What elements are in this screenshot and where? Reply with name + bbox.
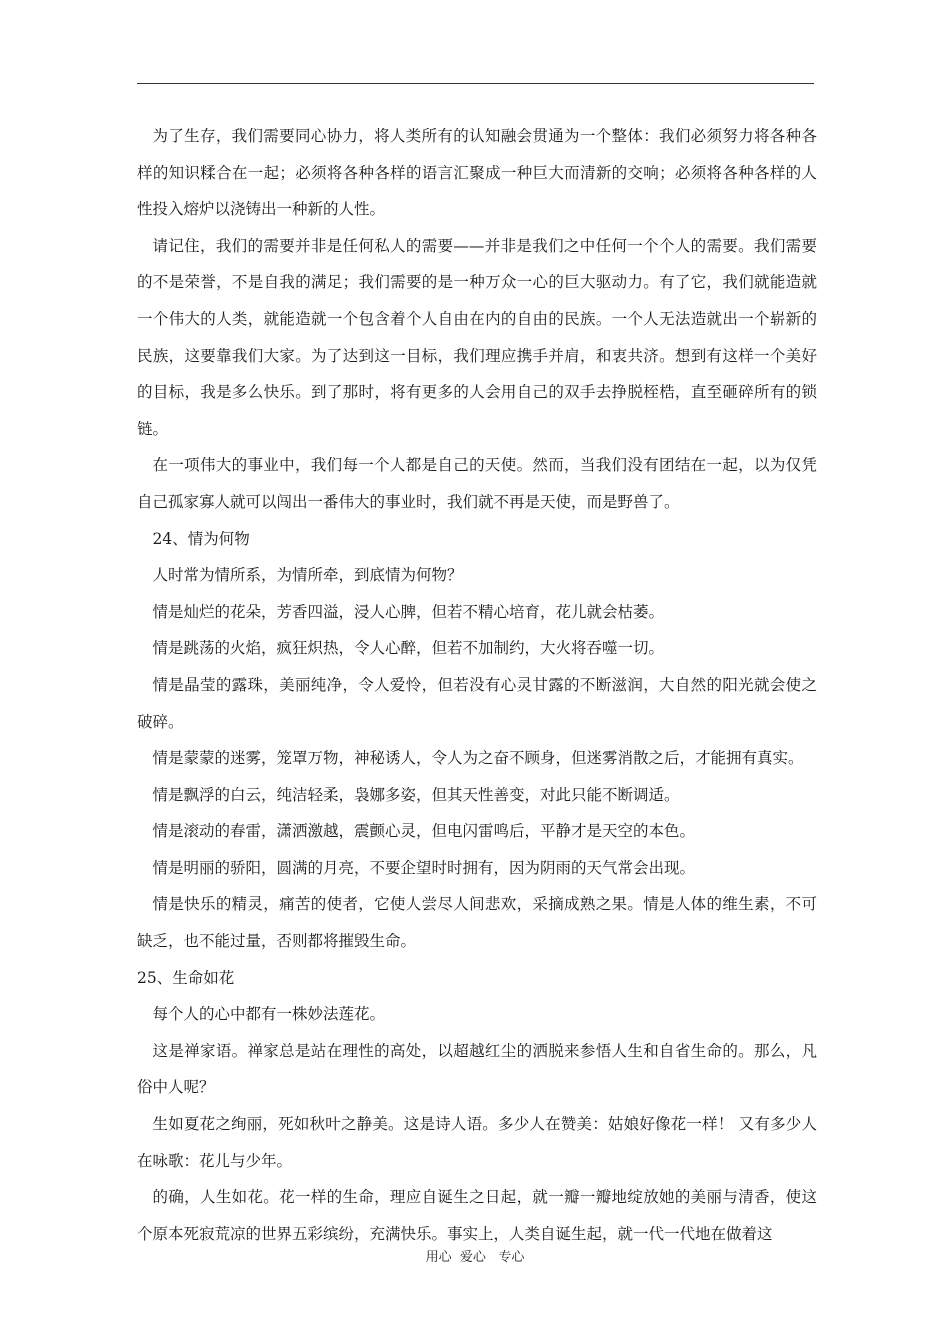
paragraph: 情是飘浮的白云，纯洁轻柔，袅娜多姿，但其天性善变，对此只能不断调适。 bbox=[152, 785, 680, 804]
paragraph: 情是快乐的精灵，痛苦的使者，它使人尝尽人间悲欢，采摘成熟之果。情是人体的维生素，不可缺乏，也不能过量，否则都将摧毁生命。 bbox=[137, 895, 817, 951]
paragraph: 生如夏花之绚丽，死如秋叶之静美。这是诗人语。多少人在赞美：姑娘好像花一样！ 又有多少人在咏歌：花儿与少年。 bbox=[137, 1115, 817, 1170]
paragraph: 情是明丽的骄阳，圆满的月亮，不要企望时时拥有，因为阴雨的天气常会出现。 bbox=[152, 858, 696, 877]
paragraph: 这是禅家语。禅家总是站在理性的高处，以超越红尘的洒脱来参悟人生和自省生命的。那么，凡俗中人呢？ bbox=[137, 1041, 817, 1097]
paragraph: 每个人的心中都有一株妙法莲花。 bbox=[152, 1005, 386, 1024]
section-heading-25: 25、生命如花 bbox=[137, 968, 235, 987]
page-footer: 用心 爱心 专心 bbox=[425, 1250, 525, 1265]
section-heading-24: 24、情为何物 bbox=[152, 529, 250, 548]
paragraph: 为了生存，我们需要同心协力，将人类所有的认知融会贯通为一个整体：我们必须努力将各种各样的知识糅合在一起；必须将各种各样的语言汇聚成一种巨大而清新的交响；必须将各种各样的人性投入熔炉以浇铸出一种新的人性。 bbox=[137, 127, 817, 219]
paragraph: 人时常为情所系，为情所牵，到底情为何物？ bbox=[152, 566, 463, 585]
document-body bbox=[137, 118, 817, 1252]
paragraph: 情是跳荡的火焰，疯狂炽热，令人心醉，但若不加制约，大火将吞噬一切。 bbox=[152, 639, 665, 658]
paragraph: 的确，人生如花。花一样的生命，理应自诞生之日起，就一瓣一瓣地绽放她的美丽与清香，使这个原本死寂荒凉的世界五彩缤纷，充满快乐。事实上，人类自诞生起，就一代一代地在做着这 bbox=[137, 1188, 817, 1243]
paragraph: 情是灿烂的花朵，芳香四溢，浸人心脾，但若不精心培育，花儿就会枯萎。 bbox=[152, 602, 665, 621]
header-rule bbox=[137, 83, 814, 84]
paragraph: 情是晶莹的露珠，美丽纯净，令人爱怜，但若没有心灵甘露的不断滋润，大自然的阳光就会使之破碎。 bbox=[137, 675, 817, 731]
paragraph: 请记住，我们的需要并非是任何私人的需要——并非是我们之中任何一个个人的需要。我们需要的不是荣誉，不是自我的满足；我们需要的是一种万众一心的巨大驱动力。有了它，我们就能造就一个伟大的人类，就能造就一个包含着个人自由在内的自由的民族。一个人无法造就出一个崭新的民族，这要靠我们大家。为了达到这一目标，我们理应携手并肩，和衷共济。想到有这样一个美好的目标，我是多么快乐。到了那时，将有更多的人会用自己的双手去挣脱桎梏，直至砸碎所有的锁链。 bbox=[137, 236, 817, 438]
paragraph: 情是滚动的春雷，潇洒激越，震颤心灵，但电闪雷鸣后，平静才是天空的本色。 bbox=[152, 822, 696, 841]
paragraph: 在一项伟大的事业中，我们每一个人都是自己的天使。然而，当我们没有团结在一起，以为仅凭自己孤家寡人就可以闯出一番伟大的事业时，我们就不再是天使，而是野兽了。 bbox=[137, 456, 817, 511]
paragraph: 情是蒙蒙的迷雾，笼罩万物，神秘诱人，令人为之奋不顾身，但迷雾消散之后，才能拥有真实。 bbox=[152, 749, 804, 768]
